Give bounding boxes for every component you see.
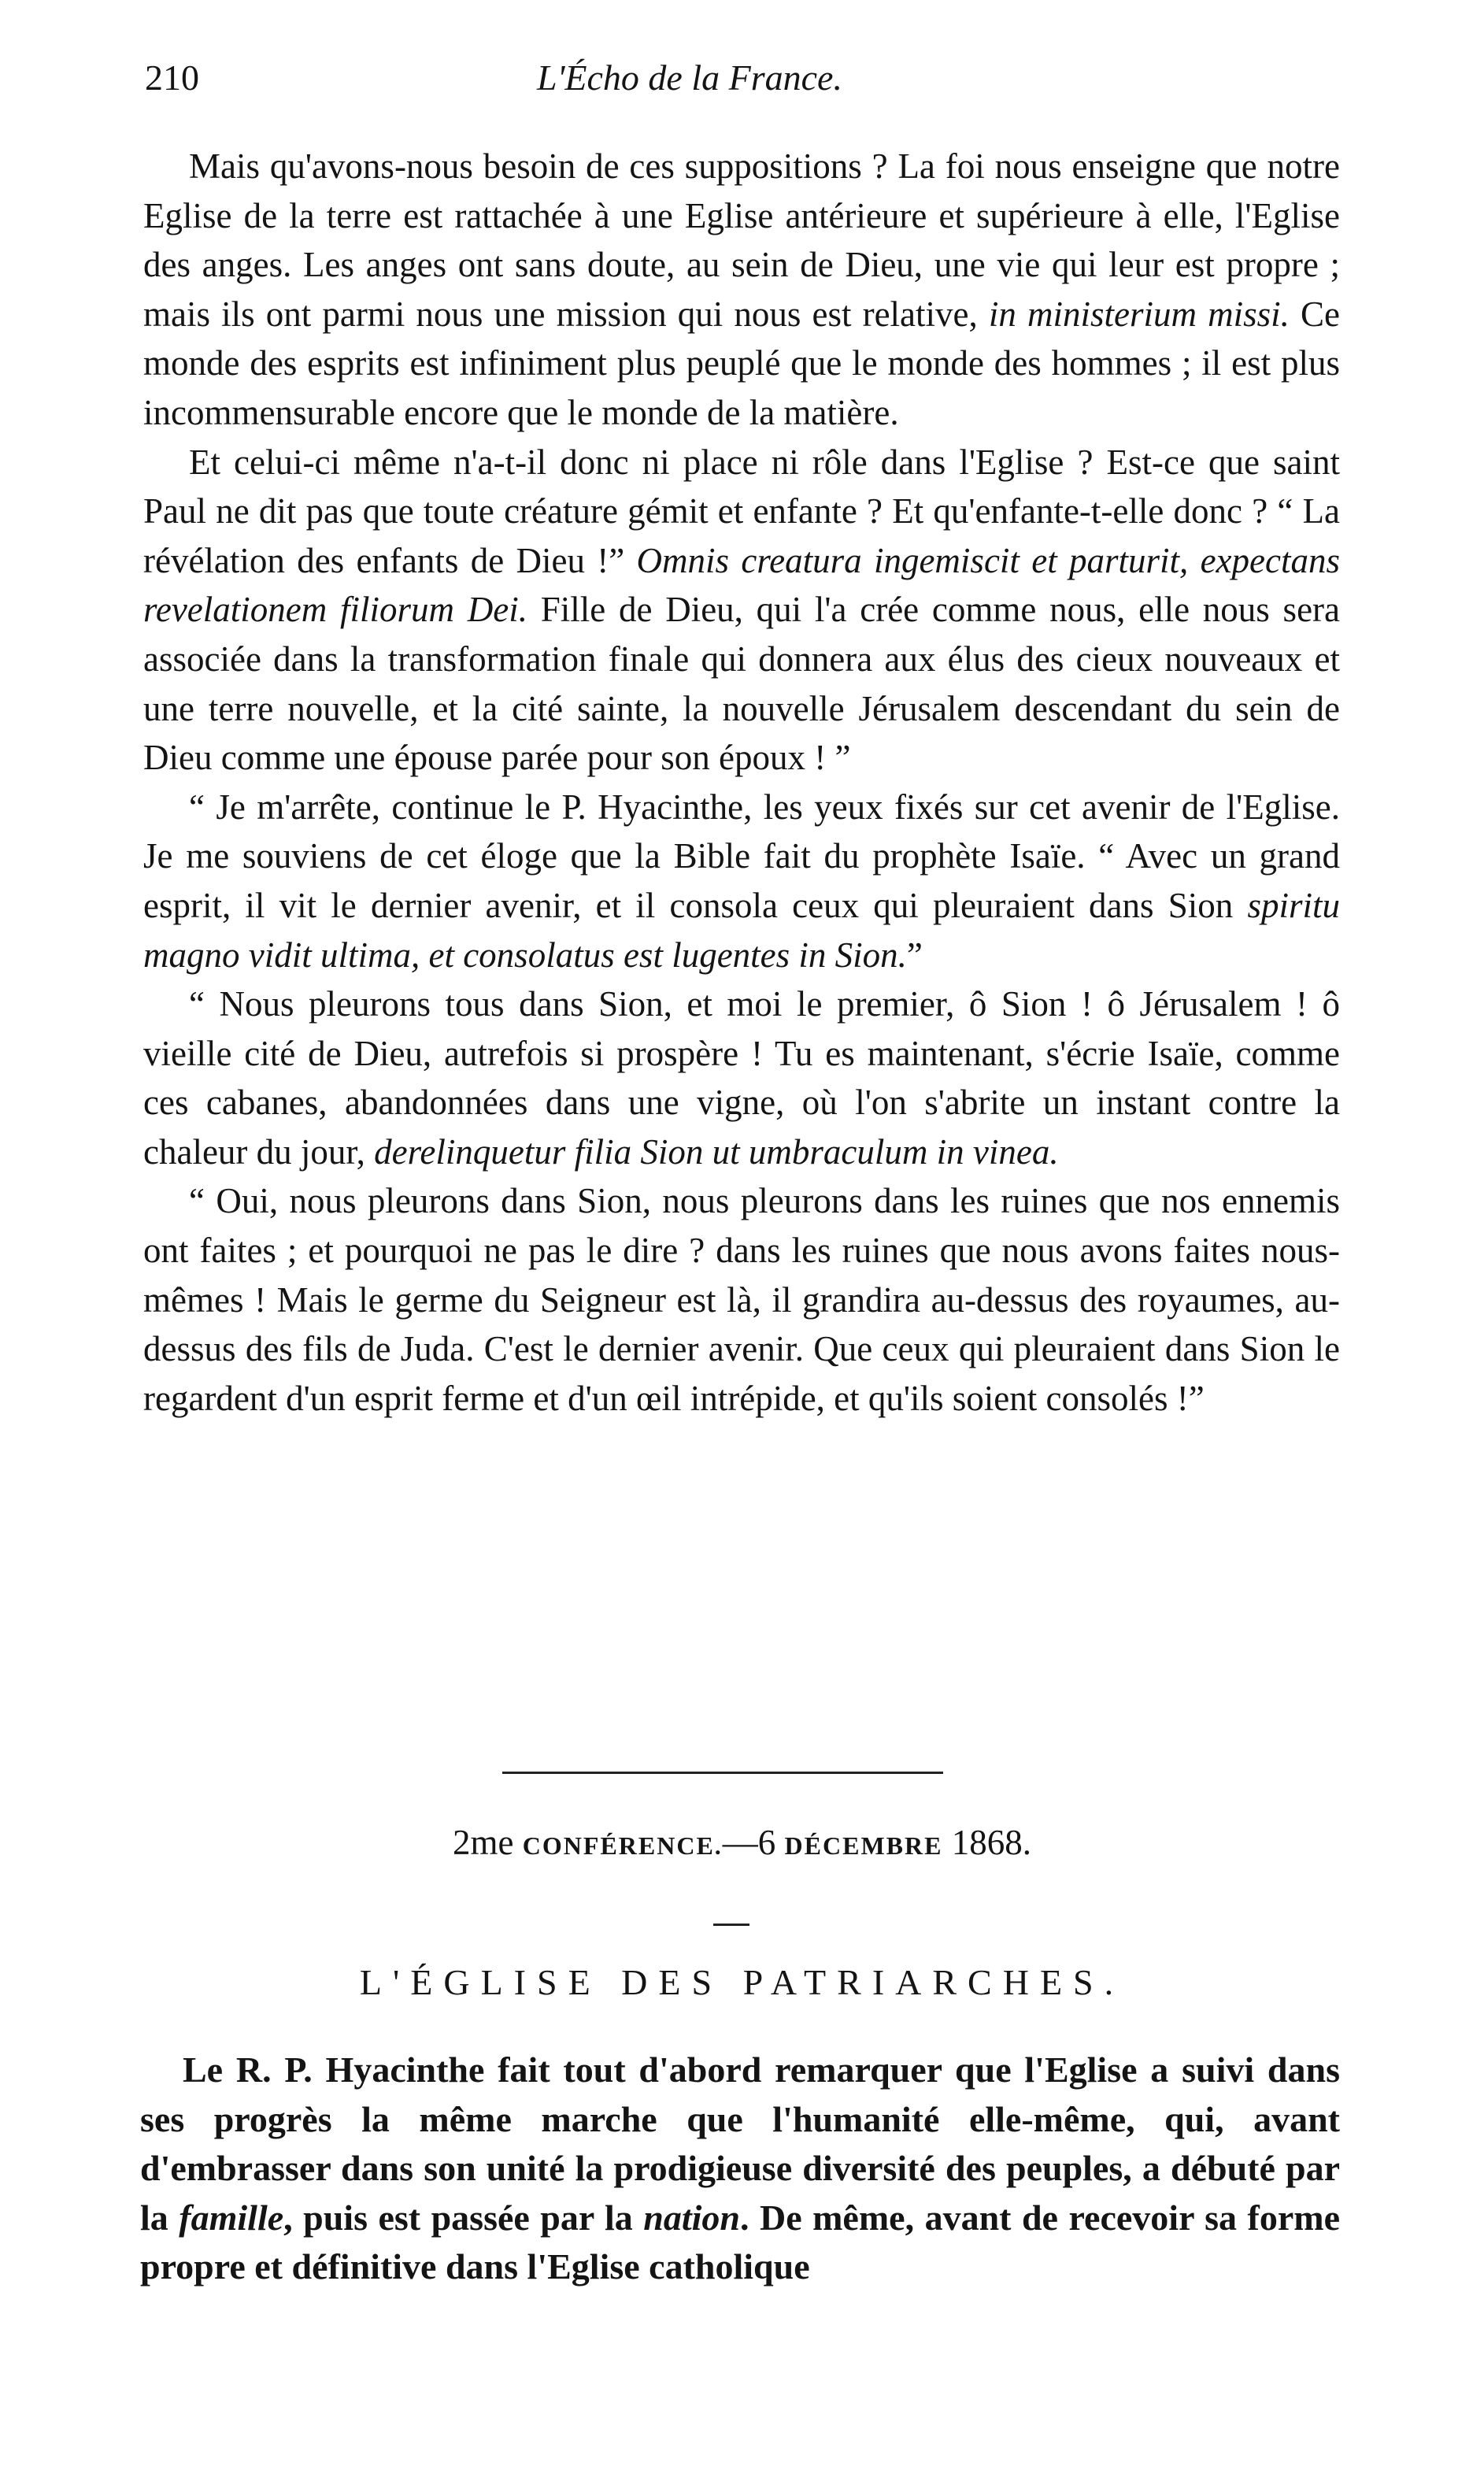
paragraph-anges bbox=[143, 142, 1340, 438]
paragraph-isaie bbox=[143, 783, 1340, 979]
text-run: Mais qu'avons-nous besoin de ces suppositions ? La foi nous enseigne que notre Eglise de la terre est rattachée à une Eglise antérieure et supérieure à elle, l'Eglise des anges. Les anges ont sans doute, au sein de Dieu, une vie qui leur est propre ; mais ils ont parmi nous une mission qui nous est relative, bbox=[143, 146, 1340, 334]
latin-quote: Omnis creatura ingemiscit et parturit, expectans revelationem filiorum Dei. bbox=[143, 540, 1340, 630]
body-text bbox=[143, 142, 1340, 1423]
text-run: “ Oui, nous pleurons dans Sion, nous pleurons dans les ruines que nos ennemis ont faites ; et pourquoi ne pas le dire ? dans les ruines que nous avons faites nous-mêmes ! Mais le germe du Seigneur est là, il grandira au-dessus des royaumes, au-dessus des fils de Juda. C'est le dernier avenir. Que ceux qui pleuraient dans Sion le regardent d'un esprit ferme et d'un œil intrépide, et qu'ils soient consolés !” bbox=[143, 1181, 1340, 1418]
text-run: “ Je m'arrête, continue le P. Hyacinthe, les yeux fixés sur cet avenir de l'Eglise. Je me souviens de cet éloge que la Bible fait du prophète Isaïe. “ Avec un grand esprit, il vit le dernier avenir, et il consola ceux qui pleuraient dans Sion bbox=[143, 787, 1340, 925]
text-run: Ce monde des esprits est infiniment plus peuplé que le monde des hommes ; il est plus incommensurable encore que le monde de la matière. bbox=[143, 294, 1340, 432]
text-run: Et celui-ci même n'a-t-il donc ni place ni rôle dans l'Eglise ? Est-ce que saint Paul ne dit pas que toute créature gémit et enfante ? Et qu'enfante-t-elle donc ? “ La révélation des enfants de Dieu !” bbox=[143, 442, 1340, 580]
chapter-title: L'ÉGLISE DES PATRIARCHES. bbox=[359, 1962, 1125, 2002]
text-run: “ Nous pleurons tous dans Sion, et moi le premier, ô Sion ! ô Jérusalem ! ô vieille cité de Dieu, autrefois si prospère ! Tu es maintenant, s'écrie Isaïe, comme ces cabanes, abandonnées dans une vigne, où l'on s'abrite un instant contre la chaleur du jour, bbox=[143, 984, 1340, 1172]
conference-number: 2me bbox=[453, 1823, 514, 1862]
running-head bbox=[135, 50, 1340, 106]
conference-year: 1868. bbox=[951, 1823, 1031, 1862]
emphasis-famille: famille bbox=[179, 2197, 284, 2238]
conference-month: DÉCEMBRE bbox=[784, 1831, 943, 1860]
conference-heading bbox=[0, 1815, 1484, 1873]
latin-quote: derelinquetur filia Sion ut umbraculum in vinea. bbox=[374, 1131, 1059, 1172]
journal-title: L'Écho de la France. bbox=[537, 57, 842, 98]
conference-label: CONFÉRENCE. bbox=[522, 1831, 723, 1860]
paragraph-ruines bbox=[143, 1176, 1340, 1423]
text-run: , puis est passée par la bbox=[283, 2197, 644, 2238]
paragraph-patriarches bbox=[140, 2046, 1340, 2292]
emphasis-nation: nation bbox=[643, 2197, 740, 2238]
latin-quote: spiritu magno vidit ultima, et consolatus est lugentes in Sion. bbox=[143, 885, 1340, 975]
conference-date-sep: —6 bbox=[722, 1823, 776, 1862]
body-text-conference bbox=[140, 2046, 1340, 2292]
text-run: . De même, avant de recevoir sa forme propre et définitive dans l'Eglise catholique bbox=[140, 2197, 1341, 2287]
latin-quote: in ministerium missi. bbox=[988, 294, 1290, 334]
paragraph-creature bbox=[143, 438, 1340, 783]
short-divider-rule bbox=[713, 1924, 749, 1926]
page-number: 210 bbox=[145, 57, 199, 98]
text-run: Fille de Dieu, qui l'a crée comme nous, elle nous sera associée dans la transformation finale qui donnera aux élus des cieux nouveaux et une terre nouvelle, et la cité sainte, la nouvelle Jérusalem descendant du sein de Dieu comme une épouse parée pour son époux ! ” bbox=[143, 590, 1340, 778]
text-run: ” bbox=[906, 935, 923, 975]
text-run: Le R. P. Hyacinthe fait tout d'abord remarquer que l'Eglise a suivi dans ses progrès la même marche que l'humanité elle-même, qui, avant d'embrasser dans son unité la prodigieuse diversité des peuples, a débuté par la bbox=[140, 2050, 1340, 2238]
section-divider-rule bbox=[502, 1772, 943, 1774]
paragraph-sion bbox=[143, 979, 1340, 1176]
